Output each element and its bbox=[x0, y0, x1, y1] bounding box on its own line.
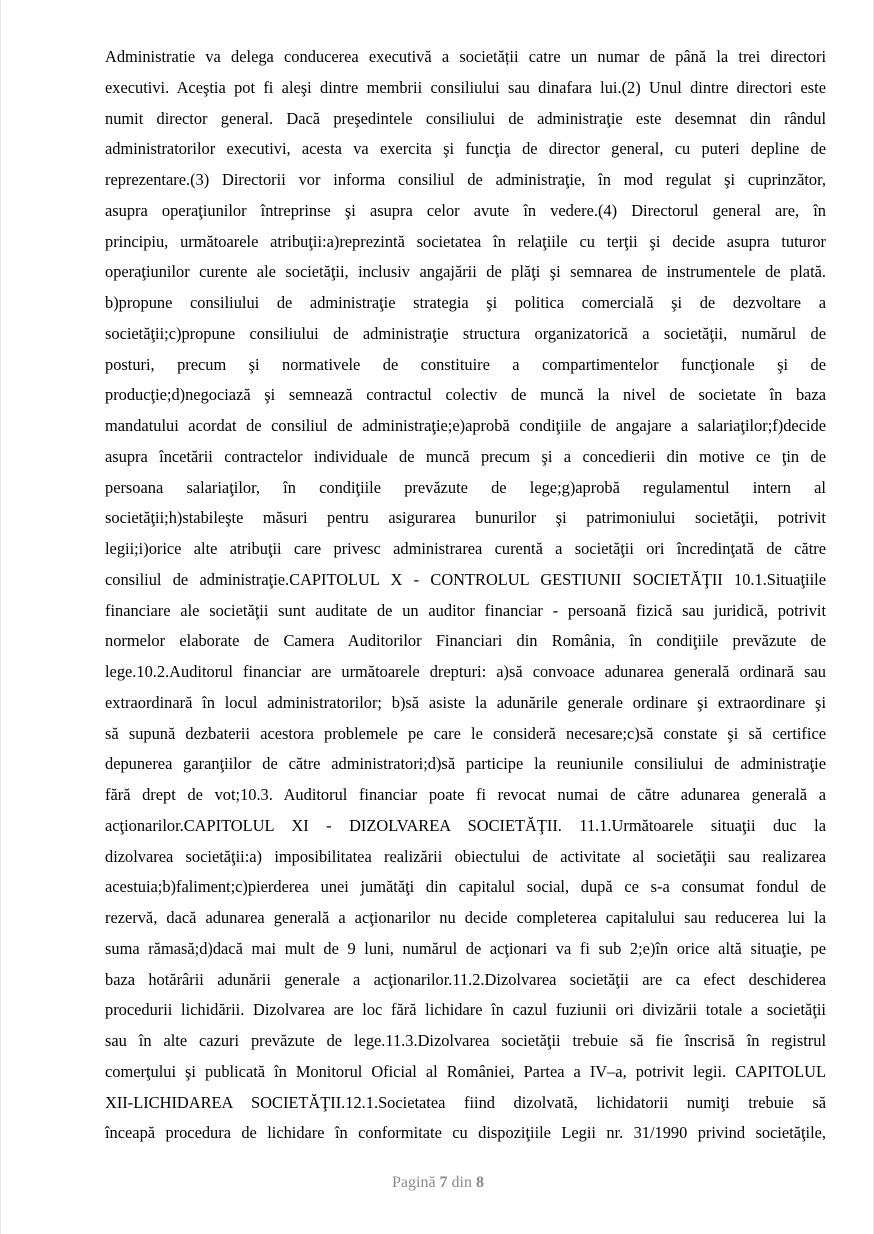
text-line: XII-LICHIDAREA SOCIETĂŢII.12.1.Societatea fiind dizolvată, lichidatorii numiţi trebuie să bbox=[105, 1092, 826, 1112]
text-line: dizolvarea societăţii:a) imposibilitatea realizării obiectului de activitate al societăţii sau realizarea bbox=[105, 846, 826, 866]
text-line: suma rămasă;d)dacă mai mult de 9 luni, numărul de acţionari va fi sub 2;e)în orice altă situaţie, pe bbox=[105, 938, 826, 958]
text-line: reprezentare.(3) Directorii vor informa consiliul de administraţie, în mod regulat şi cuprinzător, bbox=[105, 170, 826, 189]
text-line: posturi, precum şi normativele de constituire a compartimentelor funcţionale şi de bbox=[105, 354, 826, 374]
text-line: numit director general. Dacă preşedintele consiliului de administraţie este desemnat din rândul bbox=[105, 108, 826, 128]
total-pages-number: 8 bbox=[476, 1174, 484, 1191]
text-line: asupra încetării contractelor individuale de muncă precum şi a concedierii din motive ce ţin de bbox=[105, 446, 826, 466]
text-line: sau în alte cazuri prevăzute de lege.11.3.Dizolvarea societăţii trebuie să fie înscrisă în registrul bbox=[105, 1031, 826, 1050]
text-line: extraordinară în locul administratorilor; b)să asiste la adunările generale ordinare şi extraordinare şi bbox=[105, 692, 826, 712]
text-line: fără drept de vot;10.3. Auditorul financiar poate fi revocat numai de către adunarea generală a bbox=[105, 785, 826, 804]
text-line: acestuia;b)faliment;c)pierderea unei jumătăţi din capitalul social, după ce s-a consumat fondul de bbox=[105, 877, 826, 897]
text-line: înceapă procedura de lichidare în conformitate cu dispoziţiile Legii nr. 31/1990 privind societăţile, bbox=[105, 1123, 826, 1143]
page-separator: din bbox=[451, 1174, 472, 1191]
text-line: normelor elaborate de Camera Auditorilor Financiari din România, în condiţiile prevăzute de bbox=[105, 631, 826, 651]
text-line: financiare ale societăţii sunt auditate de un auditor financiar - persoană fizică sau juridică, potrivit bbox=[105, 600, 826, 620]
text-line: comerţului şi publicată în Monitorul Oficial al României, Partea a IV–a, potrivit legii. CAPITOLUL bbox=[105, 1061, 826, 1081]
text-line: acţionarilor.CAPITOLUL XI - DIZOLVAREA SOCIETĂŢII. 11.1.Următoarele situaţii duc la bbox=[105, 815, 826, 835]
text-line: să supună dezbaterii acestora problemele pe care le consideră necesare;c)să constate şi să certifice bbox=[105, 723, 826, 743]
text-line: mandatului acordat de consiliul de administraţie;e)aprobă condiţiile de angajare a salariaţilor;f)decide bbox=[105, 416, 826, 435]
page-label: Pagină bbox=[392, 1174, 436, 1191]
text-line: asupra operaţiunilor întreprinse şi asupra celor avute în vedere.(4) Directorul general are, în bbox=[105, 200, 826, 220]
text-line: lege.10.2.Auditorul financiar are următoarele drepturi: a)să convoace adunarea generală ordinară sau bbox=[105, 662, 826, 681]
page-footer bbox=[1, 1174, 874, 1192]
document-body bbox=[105, 42, 826, 1149]
text-line: procedurii lichidării. Dizolvarea are loc fără lichidare în cazul fuziunii ori divizării totale a societăţii bbox=[105, 1000, 826, 1020]
text-line: b)propune consiliului de administraţie strategia şi politica comercială şi de dezvoltare a bbox=[105, 293, 826, 312]
text-line: operaţiunilor curente ale societăţii, inclusiv angajării de plăţi şi semnarea de instrumentele de plată. bbox=[105, 262, 826, 282]
text-line: legii;i)orice alte atribuţii care privesc administrarea curentă a societăţii ori încredinţată de către bbox=[105, 539, 826, 558]
text-line: producţie;d)negociază şi semnează contractul colectiv de muncă la nivel de societate în baza bbox=[105, 385, 826, 405]
text-line: consiliul de administraţie.CAPITOLUL X - CONTROLUL GESTIUNII SOCIETĂŢII 10.1.Situaţiile bbox=[105, 569, 826, 589]
text-line: rezervă, dacă adunarea generală a acţionarilor nu decide completerea capitalului sau reducerea lui la bbox=[105, 908, 826, 927]
text-line: baza hotărârii adunării generale a acţionarilor.11.2.Dizolvarea societăţii are ca efect deschiderea bbox=[105, 969, 826, 989]
text-line: societăţii;c)propune consiliului de administraţie structura organizatorică a societăţii, numărul de bbox=[105, 323, 826, 343]
text-line: persoana salariaţilor, în condiţiile prevăzute de lege;g)aprobă regulamentul intern al bbox=[105, 477, 826, 497]
text-line: Administratie va delega conducerea executivă a societății catre un numar de până la trei directori bbox=[105, 47, 826, 66]
text-line: depunerea garanţiilor de către administratori;d)să participe la reuniunile consiliului de administraţie bbox=[105, 754, 826, 774]
text-line: societăţii;h)stabileşte măsuri pentru asigurarea bunurilor şi patrimoniului societăţii, potrivit bbox=[105, 508, 826, 528]
current-page-number: 7 bbox=[439, 1174, 448, 1191]
text-line: principiu, următoarele atribuţii:a)reprezintă societatea în relaţiile cu terţii şi decide asupra tuturor bbox=[105, 231, 826, 251]
text-line: administratorilor executivi, acesta va exercita şi funcţia de director general, cu puteri depline de bbox=[105, 139, 826, 159]
text-line: executivi. Aceştia pot fi aleşi dintre membrii consiliului sau dinafara lui.(2) Unul dintre directori este bbox=[105, 77, 826, 97]
